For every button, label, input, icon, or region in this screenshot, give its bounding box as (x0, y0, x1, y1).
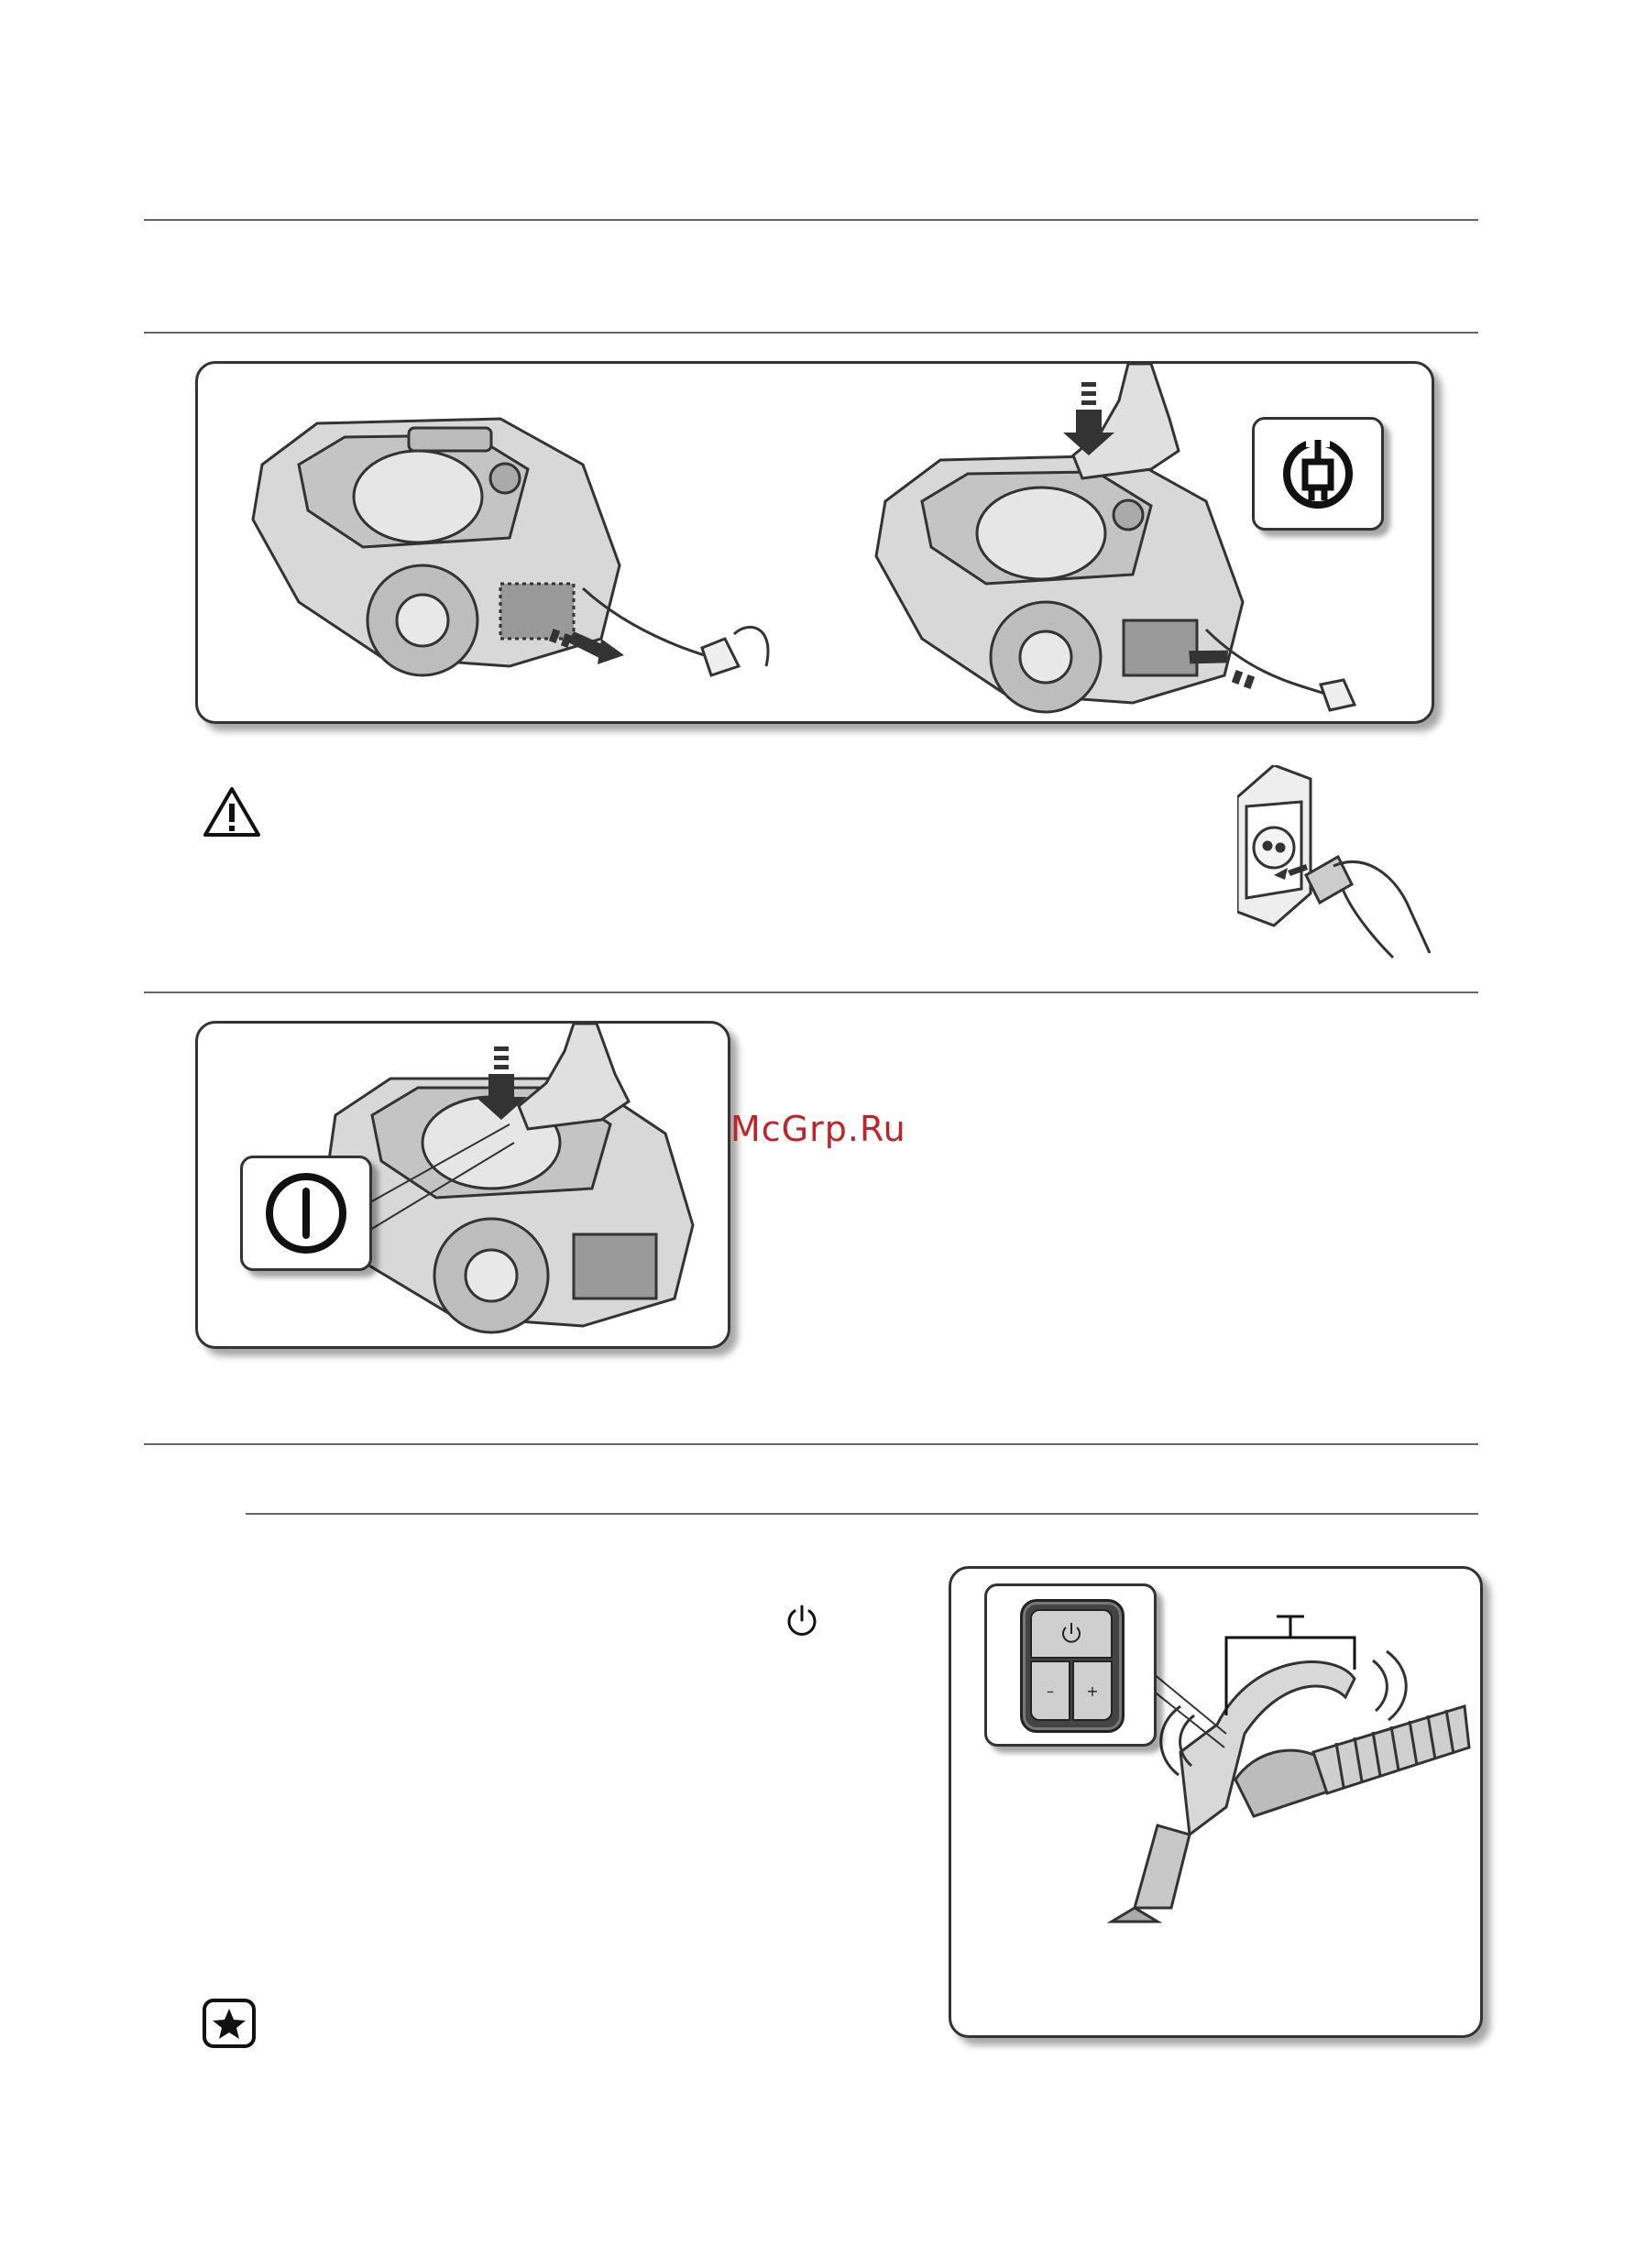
remote-plus-button[interactable] (1072, 1660, 1113, 1721)
section-rule-3 (144, 992, 1478, 993)
remote-plus-label: + (1086, 1682, 1099, 1700)
remote-power-icon (1032, 1611, 1111, 1657)
warning-icon (202, 785, 262, 838)
power-icon (784, 1602, 820, 1638)
remote-minus-button[interactable] (1030, 1660, 1070, 1721)
remote-control-callout (984, 1583, 1157, 1747)
vacuum-cleaner-power (326, 1079, 693, 1332)
power-on-illustration-panel (195, 1021, 730, 1349)
remote-control (1020, 1599, 1125, 1733)
section-rule-4 (144, 1443, 1478, 1445)
vacuum-cleaner-right (876, 455, 1243, 712)
remote-power-button[interactable] (1030, 1609, 1113, 1659)
cord-illustration-panel (195, 361, 1434, 724)
power-button-callout (240, 1156, 372, 1271)
power-button-icon (243, 1158, 369, 1268)
watermark-text: McGrp.Ru (730, 1109, 906, 1149)
remote-minus-label: – (1047, 1682, 1054, 1700)
star-note-icon (202, 1998, 257, 2049)
section-rule-2 (144, 332, 1478, 334)
hose-handle-remote-panel (949, 1566, 1483, 2038)
cord-illustration (198, 364, 1432, 721)
section-rule-top (144, 219, 1478, 221)
unplug-illustration (1237, 765, 1439, 962)
subsection-rule (246, 1513, 1478, 1515)
cord-rewind-callout (1252, 417, 1384, 531)
cord-rewind-icon (1255, 420, 1381, 528)
foot-power (519, 1024, 629, 1129)
